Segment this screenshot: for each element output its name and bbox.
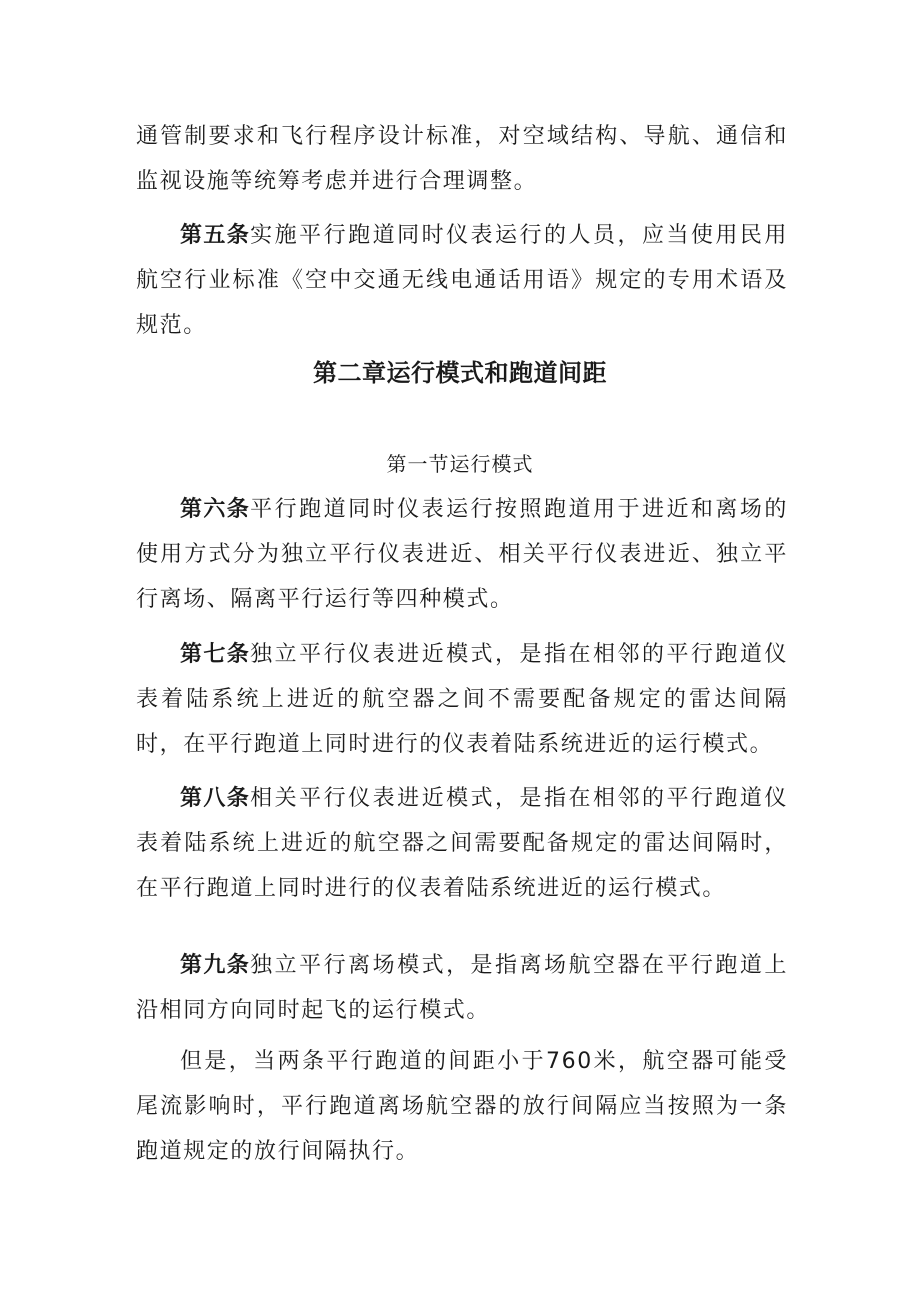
article-6 bbox=[136, 487, 788, 622]
paragraph-text: 通管制要求和飞行程序设计标准，对空域结构、导航、通信和监视设施等统筹考虑并进行合理调整。 bbox=[136, 124, 788, 194]
section-title: 第一节运行模式 bbox=[386, 452, 534, 476]
article-number: 第九条 bbox=[180, 953, 251, 978]
article-text: 相关平行仪表进近模式，是指在相邻的平行跑道仪表着陆系统上进近的航空器之间需要配备规定的雷达间隔时，在平行跑道上同时进行的仪表着陆系统进近的运行模式。 bbox=[136, 786, 788, 901]
proviso-paragraph bbox=[136, 1039, 788, 1174]
article-9 bbox=[136, 943, 788, 1033]
article-number: 第五条 bbox=[180, 223, 251, 248]
chapter-title: 第二章运行模式和跑道间距 bbox=[313, 359, 607, 387]
article-text: 实施平行跑道同时仪表运行的人员，应当使用民用航空行业标准《空中交通无线电通话用语》规定的专用术语及规范。 bbox=[136, 223, 788, 338]
article-number: 第六条 bbox=[180, 497, 251, 522]
article-text: 独立平行离场模式，是指离场航空器在平行跑道上沿相同方向同时起飞的运行模式。 bbox=[136, 953, 788, 1023]
continued-paragraph bbox=[136, 114, 788, 204]
paragraph-text: 但是，当两条平行跑道的间距小于760米，航空器可能受尾流影响时，平行跑道离场航空器的放行间隔应当按照为一条跑道规定的放行间隔执行。 bbox=[136, 1049, 788, 1164]
article-number: 第七条 bbox=[180, 642, 251, 667]
article-8 bbox=[136, 776, 788, 911]
article-text: 独立平行仪表进近模式，是指在相邻的平行跑道仪表着陆系统上进近的航空器之间不需要配备规定的雷达间隔时，在平行跑道上同时进行的仪表着陆系统进近的运行模式。 bbox=[136, 642, 788, 757]
article-text: 平行跑道同时仪表运行按照跑道用于进近和离场的使用方式分为独立平行仪表进近、相关平行仪表进近、独立平行离场、隔离平行运行等四种模式。 bbox=[136, 497, 788, 612]
article-7 bbox=[136, 632, 788, 767]
article-number: 第八条 bbox=[180, 786, 251, 811]
article-5 bbox=[136, 213, 788, 348]
